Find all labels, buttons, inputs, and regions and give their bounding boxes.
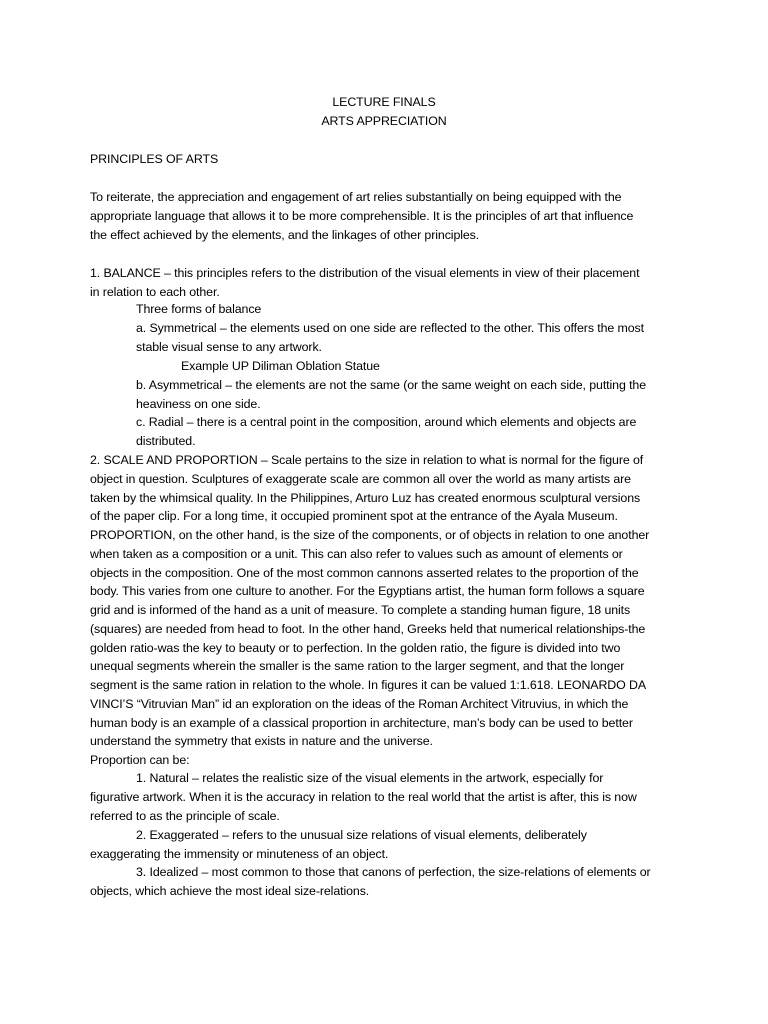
paragraph-line: figurative artwork. When it is the accuracy in relation to the real world that the artist is after, this is now [90, 790, 637, 804]
paragraph-line: exaggerating the immensity or minuteness of an object. [90, 847, 389, 861]
paragraph-line: 2. Exaggerated – refers to the unusual size relations of visual elements, deliberately [136, 828, 587, 842]
paragraph-line: objects in the composition. One of the most common cannons asserted relates to the proportion of the [90, 566, 639, 580]
paragraph-line: referred to as the principle of scale. [90, 809, 280, 823]
paragraph-line: VINCI’S “Vitruvian Man” id an exploration on the ideas of the Roman Architect Vitruvius, in which the [90, 697, 629, 711]
paragraph-line: grid and is informed of the hand as a unit of measure. To complete a standing human figure, 18 units [90, 603, 631, 617]
paragraph-line: taken by the whimsical quality. In the Philippines, Arturo Luz has created enormous sculptural versions [90, 491, 641, 505]
paragraph-line: b. Asymmetrical – the elements are not the same (or the same weight on each side, putting the [136, 378, 647, 392]
paragraph-line: in relation to each other. [90, 285, 220, 299]
paragraph-line: stable visual sense to any artwork. [136, 340, 322, 354]
paragraph-line: object in question. Sculptures of exaggerate scale are common all over the world as many artists are [90, 472, 631, 486]
document-subtitle: ARTS APPRECIATION [321, 114, 447, 128]
paragraph-line: understand the symmetry that exists in nature and the universe. [90, 734, 433, 748]
section-heading: PRINCIPLES OF ARTS [90, 152, 219, 166]
paragraph-line: 2. SCALE AND PROPORTION – Scale pertains to the size in relation to what is normal for the figure of [90, 453, 644, 467]
paragraph-line: body. This varies from one culture to another. For the Egyptians artist, the human form follows a square [90, 584, 645, 598]
paragraph-line: c. Radial – there is a central point in the composition, around which elements and objects are [136, 415, 637, 429]
paragraph-line: To reiterate, the appreciation and engagement of art relies substantially on being equipped with the [90, 190, 622, 204]
paragraph-line: Example UP Diliman Oblation Statue [181, 359, 380, 373]
paragraph-line: heaviness on one side. [136, 397, 261, 411]
document-title: LECTURE FINALS [332, 95, 436, 109]
paragraph-line: Three forms of balance [136, 302, 262, 316]
paragraph-line: appropriate language that allows it to be more comprehensible. It is the principles of art that influence [90, 209, 634, 223]
paragraph-line: PROPORTION, on the other hand, is the size of the components, or of objects in relation to one another [90, 528, 650, 542]
paragraph-line: Proportion can be: [90, 753, 190, 767]
paragraph-line: when taken as a composition or a unit. This can also refer to values such as amount of elements or [90, 547, 623, 561]
paragraph-line: unequal segments wherein the smaller is the same ration to the larger segment, and that the longer [90, 659, 625, 673]
paragraph-line: golden ratio-was the key to beauty or to perfection. In the golden ratio, the figure is divided into two [90, 641, 621, 655]
paragraph-line: (squares) are needed from head to foot. In the other hand, Greeks held that numerical relationships-the [90, 622, 646, 636]
paragraph-line: distributed. [136, 434, 196, 448]
paragraph-line: 1. Natural – relates the realistic size of the visual elements in the artwork, especially for [136, 771, 604, 785]
paragraph-line: human body is an example of a classical proportion in architecture, man’s body can be used to better [90, 716, 633, 730]
paragraph-line: 3. Idealized – most common to those that canons of perfection, the size-relations of elements or [136, 865, 651, 879]
paragraph-line: 1. BALANCE – this principles refers to the distribution of the visual elements in view of their placement [90, 266, 640, 280]
paragraph-line: objects, which achieve the most ideal size-relations. [90, 884, 370, 898]
paragraph-line: of the paper clip. For a long time, it occupied prominent spot at the entrance of the Ayala Museum. [90, 509, 618, 523]
paragraph-line: a. Symmetrical – the elements used on one side are reflected to the other. This offers the most [136, 321, 644, 335]
paragraph-line: the effect achieved by the elements, and the linkages of other principles. [90, 228, 480, 242]
paragraph-line: segment is the same ration in relation to the whole. In figures it can be valued 1:1.618. LEONARDO DA [90, 678, 647, 692]
